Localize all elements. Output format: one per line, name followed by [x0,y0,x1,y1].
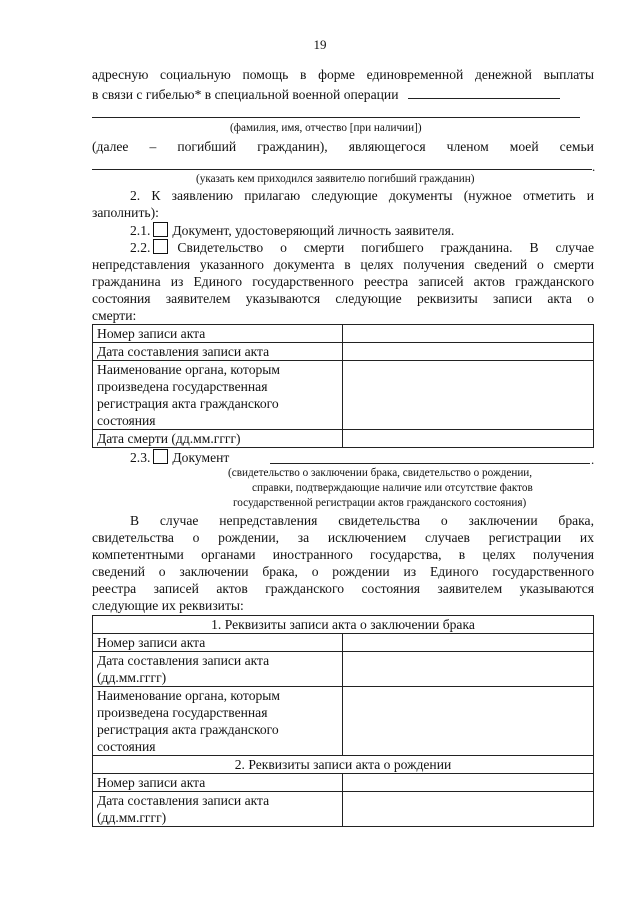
label-line: Наименование органа, которым [97,688,281,703]
word: погибший [177,139,237,154]
label-line: произведена государственная [97,379,268,394]
item-text: Документ, удостоверяющий личность заявителя. [172,223,455,238]
word: являющегося [348,139,426,154]
label-cell: Номер записи акта [93,325,343,343]
paragraph-line-4: сведений о заключении брака, о рождении из Единого государственного [92,564,594,579]
item-2-2-line-5: смерти: [92,308,137,323]
deceased-line [92,138,594,155]
table-row [93,325,594,343]
label-line: состояния [97,739,156,754]
word: моей [509,139,539,154]
table-row [93,652,594,687]
civil-records-table [92,615,594,827]
label-line: (дд.мм.гггг) [97,670,167,685]
caption-relation: (указать кем приходился заявителю погибший гражданин) [196,173,475,185]
birth-table-title: 2. Реквизиты записи акта о рождении [93,756,594,774]
item-text: Документ [172,450,230,465]
label-line: состояния [97,413,156,428]
label-line: Дата составления записи акта [97,653,270,668]
paragraph-line-2: свидетельства о рождении, за исключением случаев регистрации их [92,530,594,545]
fio-blank-field[interactable] [92,117,580,118]
checkbox-death-certificate[interactable] [153,239,168,254]
caption-document-line-1: (свидетельство о заключении брака, свидетельство о рождении, [228,467,533,479]
operation-blank-field[interactable] [408,85,560,99]
intro-line-2-text: в связи с гибелью* в специальной военной операции [92,87,399,102]
marriage-table-title: 1. Реквизиты записи акта о заключении брака [93,616,594,634]
paragraph-line-1: В случае непредставления свидетельства о заключении брака, [130,513,594,528]
paragraph-line-6: следующие их реквизиты: [92,598,244,613]
item-2-2-line-2: непредставления указанного документа в целях получения сведений о смерти [92,257,594,272]
period: . [592,159,596,174]
period: . [591,452,595,467]
label-line: Дата составления записи акта [97,793,270,808]
item-number: 2.2. [130,240,151,255]
label-line: (дд.мм.гггг) [97,810,167,825]
label-cell [93,361,343,430]
table-row [93,792,594,827]
caption-document-line-2: справки, подтверждающие наличие или отсутствие фактов [252,482,533,494]
table-header-row [93,756,594,774]
value-cell[interactable] [343,361,594,430]
item-text: Свидетельство о смерти погибшего гражданина. В случае [177,240,594,255]
item-2-2-line-3: гражданина из Единого государственного реестра записей актов гражданского [92,274,594,289]
table-row [93,361,594,430]
table-row [93,774,594,792]
label-cell: Номер записи акта [93,774,343,792]
checkbox-identity-doc[interactable] [153,222,168,237]
value-cell[interactable] [343,325,594,343]
value-cell[interactable] [343,430,594,448]
intro-line-1: адресную социальную помощь в форме единовременной денежной выплаты [92,67,594,82]
death-record-table [92,324,594,448]
word: членом [446,139,489,154]
item-2-2-line-4: состояния заявителем указываются следующие реквизиты записи акта о [92,291,594,306]
table-header-row [93,616,594,634]
label-line: произведена государственная [97,705,268,720]
label-cell: Номер записи акта [93,634,343,652]
item-number: 2.3. [130,450,151,465]
item-2-1 [130,222,632,239]
item-number: 2.1. [130,223,151,238]
label-cell [93,652,343,687]
label-line: Наименование органа, которым [97,362,281,377]
label-line: регистрация акта гражданского [97,722,279,737]
relation-blank-field[interactable] [92,169,592,170]
paragraph-line-5: реестра записей актов гражданского состояния заявителем указываются [92,581,594,596]
label-cell [93,792,343,827]
document-blank-field[interactable] [270,463,590,464]
caption-document-line-3: государственной регистрации актов гражданского состояния) [233,497,527,509]
section2-title: 2. К заявлению прилагаю следующие документы (нужное отметить и [130,188,594,203]
table-row [93,343,594,361]
word: (далее [92,139,129,154]
value-cell[interactable] [343,792,594,827]
table-row [93,430,594,448]
label-cell: Дата составления записи акта [93,343,343,361]
section2-title-cont: заполнить): [92,205,159,220]
table-row [93,687,594,756]
item-2-2 [130,239,594,256]
word: гражданин), [257,139,328,154]
value-cell[interactable] [343,634,594,652]
paragraph-line-3: компетентными органами иностранного государства, в целях получения [92,547,594,562]
value-cell[interactable] [343,687,594,756]
intro-line-2 [92,85,594,103]
table-row [93,634,594,652]
value-cell[interactable] [343,343,594,361]
label-cell: Дата смерти (дд.мм.гггг) [93,430,343,448]
word: семьи [559,139,594,154]
value-cell[interactable] [343,652,594,687]
label-line: регистрация акта гражданского [97,396,279,411]
word: – [149,139,157,154]
checkbox-other-document[interactable] [153,449,168,464]
label-cell [93,687,343,756]
page-number: 19 [313,37,327,52]
caption-fio: (фамилия, имя, отчество [при наличии]) [230,122,422,134]
value-cell[interactable] [343,774,594,792]
